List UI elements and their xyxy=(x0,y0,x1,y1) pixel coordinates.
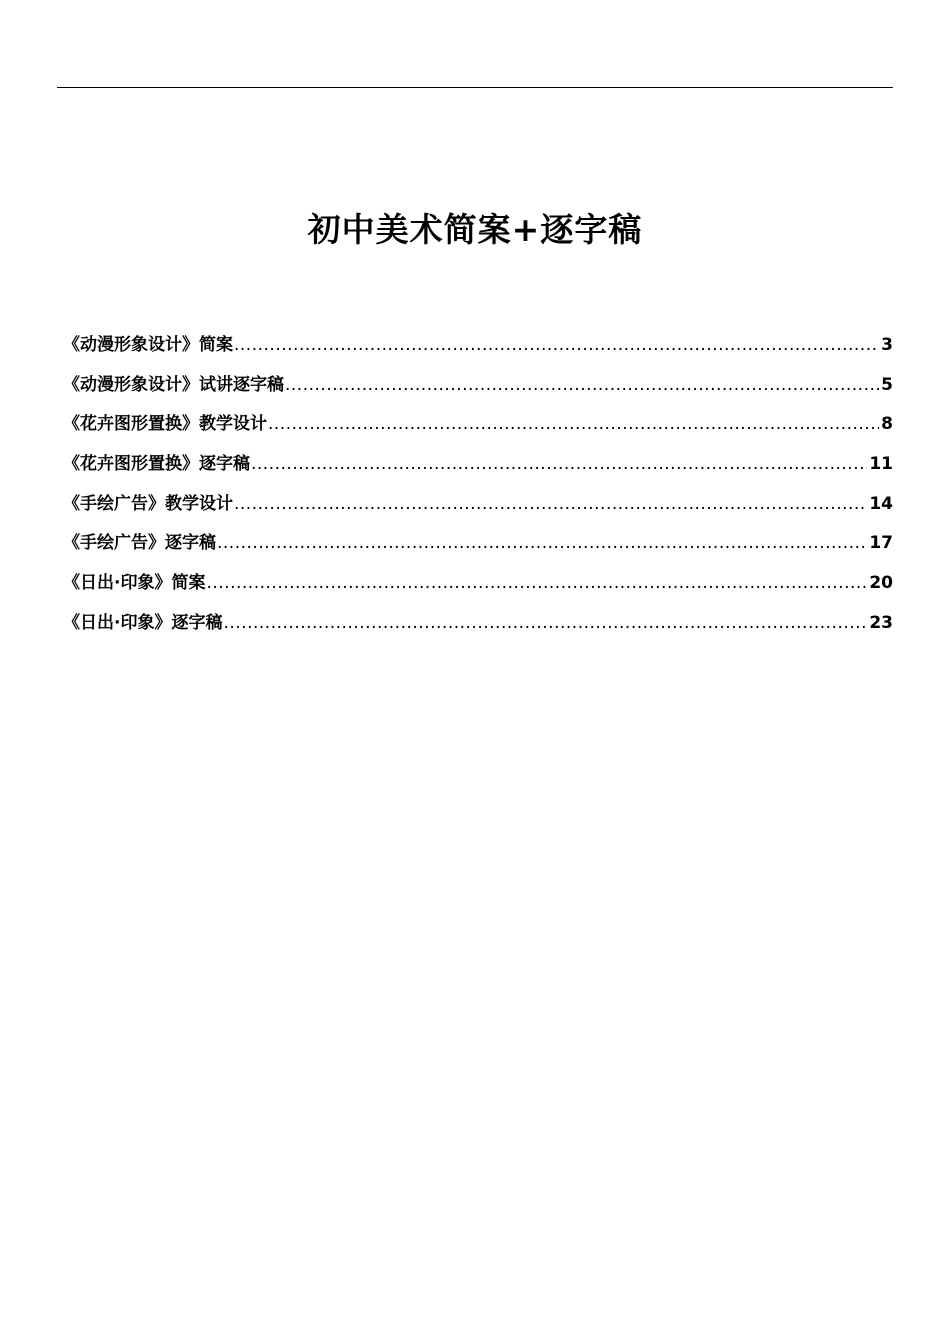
toc-entry-page: 5 xyxy=(881,374,893,395)
toc-entry[interactable] xyxy=(63,568,893,608)
toc-entry-title: 《花卉图形置换》教学设计 xyxy=(63,414,267,435)
toc-entry-page: 23 xyxy=(869,612,893,633)
toc-dot-leader xyxy=(223,608,867,638)
toc-entry[interactable] xyxy=(63,409,893,449)
toc-dot-leader xyxy=(217,528,867,558)
toc-entry-page: 20 xyxy=(869,573,893,594)
toc-entry-title: 《动漫形象设计》试讲逐字稿 xyxy=(63,374,284,395)
toc-entry-page: 8 xyxy=(881,414,893,435)
toc-entry[interactable] xyxy=(63,608,893,648)
toc-entry[interactable] xyxy=(63,489,893,529)
toc-entry-title: 《动漫形象设计》简案 xyxy=(63,335,233,355)
toc-dot-leader xyxy=(251,449,867,479)
toc-dot-leader xyxy=(268,409,879,439)
toc-entry-page: 3 xyxy=(881,335,893,355)
header-rule xyxy=(57,87,893,88)
toc-dot-leader xyxy=(206,568,867,598)
toc-entry-page: 14 xyxy=(869,493,893,514)
toc-entry-page: 11 xyxy=(869,454,893,475)
toc-dot-leader xyxy=(234,330,879,360)
toc-entry-title: 《日出·印象》简案 xyxy=(63,573,206,594)
toc-entry[interactable] xyxy=(63,449,893,489)
toc-entry-page: 17 xyxy=(869,533,893,554)
toc-entry[interactable] xyxy=(63,330,893,370)
toc-dot-leader xyxy=(285,370,879,400)
toc-entry-title: 《手绘广告》教学设计 xyxy=(63,493,233,514)
toc-entry[interactable] xyxy=(63,370,893,410)
toc-entry[interactable] xyxy=(63,528,893,568)
toc-dot-leader xyxy=(234,489,867,519)
table-of-contents xyxy=(63,330,893,648)
toc-entry-title: 《花卉图形置换》逐字稿 xyxy=(63,454,250,475)
toc-entry-title: 《手绘广告》逐字稿 xyxy=(63,533,216,554)
document-title: 初中美术简案+逐字稿 xyxy=(307,210,643,250)
toc-entry-title: 《日出·印象》逐字稿 xyxy=(63,612,223,633)
